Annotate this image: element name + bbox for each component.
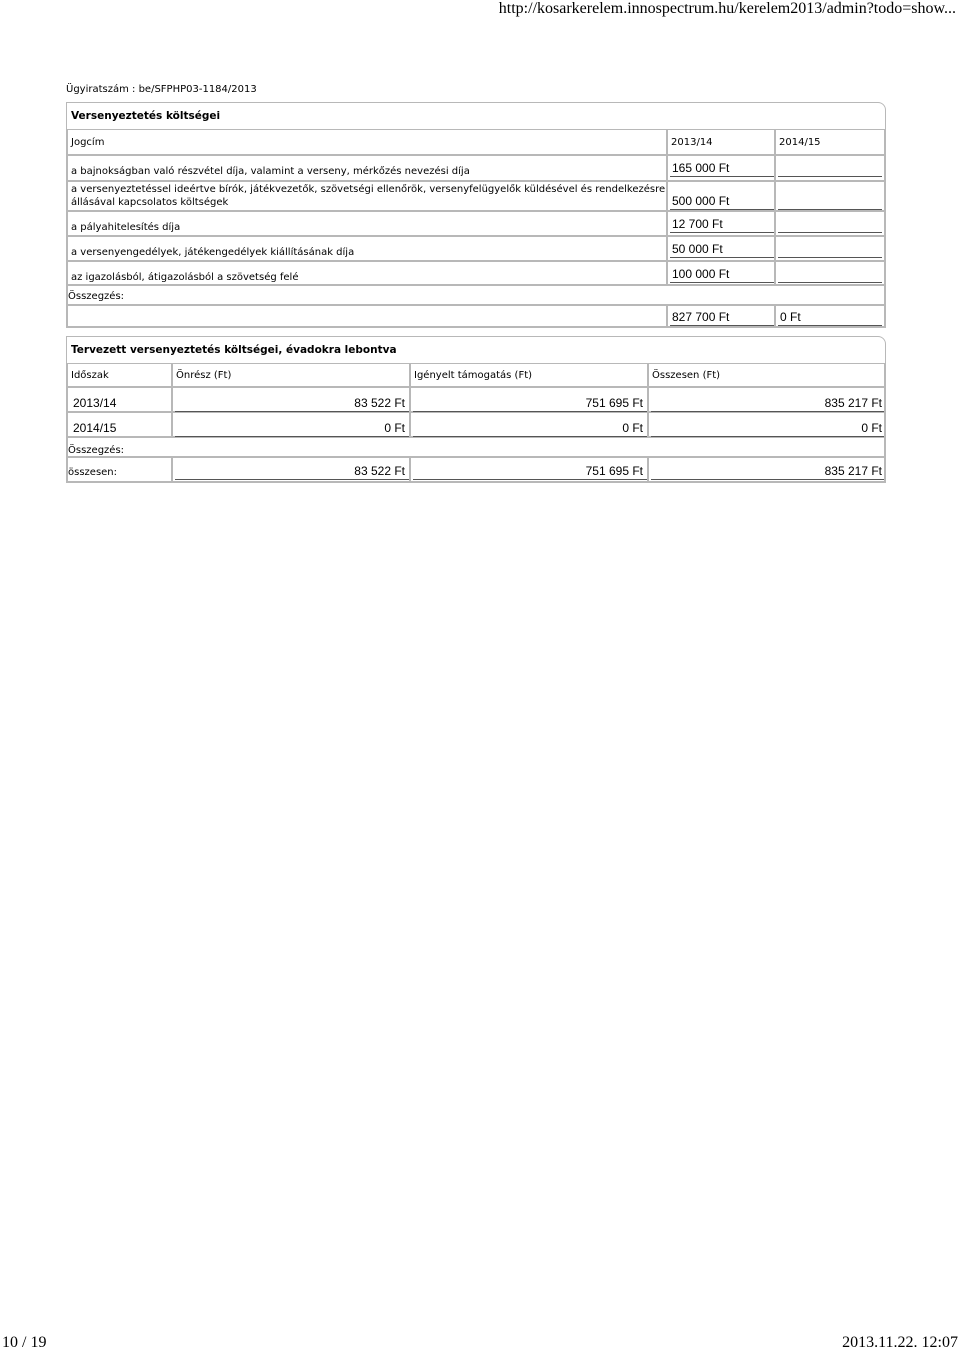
period: 2013/14 xyxy=(73,396,117,410)
col-2013-14: 2013/14 xyxy=(671,137,713,148)
requested-value: 751 695 Ft xyxy=(585,396,643,410)
planned-title: Tervezett versenyeztetés költségei, évadokra lebontva xyxy=(71,344,397,356)
cost-row xyxy=(67,211,885,236)
costs-title: Versenyeztetés költségei xyxy=(71,110,221,122)
col-2014-15: 2014/15 xyxy=(779,137,821,148)
cost-value-2013-14: 165 000 Ft xyxy=(672,161,730,175)
planned-header-row xyxy=(67,363,885,387)
cost-label: a bajnokságban való részvétel díja, valamint a verseny, mérkőzés nevezési díja xyxy=(71,166,470,177)
print-datetime: 2013.11.22. 12:07 xyxy=(842,1334,958,1351)
cost-value-2013-14: 500 000 Ft xyxy=(672,194,730,208)
cost-label-line2: állásával kapcsolatos költségek xyxy=(71,197,229,208)
planned-summary-label-row xyxy=(67,437,885,457)
costs-summary-row xyxy=(67,305,885,327)
planned-total-row xyxy=(67,457,885,482)
total-requested: 751 695 Ft xyxy=(585,464,643,478)
col-own: Önrész (Ft) xyxy=(176,370,232,381)
url-header: http://kosarkerelem.innospectrum.hu/kerelem2013/admin?todo=show... xyxy=(498,0,956,17)
cost-value-2013-14: 100 000 Ft xyxy=(672,267,730,281)
requested-value: 0 Ft xyxy=(622,421,643,435)
sum-2013-14: 827 700 Ft xyxy=(672,310,730,324)
costs-summary-label-row xyxy=(67,285,885,305)
cost-value-2013-14: 12 700 Ft xyxy=(672,217,723,231)
costs-summary-label: Összegzés: xyxy=(68,291,125,302)
total-label: összesen: xyxy=(68,467,118,478)
total-value: 0 Ft xyxy=(861,421,882,435)
own-value: 0 Ft xyxy=(384,421,405,435)
planned-row xyxy=(67,412,885,437)
col-requested: Igényelt támogatás (Ft) xyxy=(414,370,533,381)
cost-row xyxy=(67,155,885,181)
period: 2014/15 xyxy=(73,421,117,435)
total-own: 83 522 Ft xyxy=(354,464,405,478)
costs-panel xyxy=(66,102,886,328)
total-value: 835 217 Ft xyxy=(824,396,882,410)
col-total: Összesen (Ft) xyxy=(652,370,721,381)
cost-label: a versenyengedélyek, játékengedélyek kiállításának díja xyxy=(71,247,355,258)
sum-2014-15: 0 Ft xyxy=(780,310,801,324)
cost-label: az igazolásból, átigazolásból a szövetség felé xyxy=(71,272,299,283)
cost-label-line1: a versenyeztetéssel ideértve bírók, játékvezetők, szövetségi ellenőrök, versenyfelügyelők küldésével és rendelkezésre xyxy=(71,184,666,195)
cost-row xyxy=(67,236,885,261)
planned-panel xyxy=(66,336,886,483)
case-number: Ügyiratszám : be/SFPHP03-1184/2013 xyxy=(66,84,257,95)
page-number: 10 / 19 xyxy=(2,1334,47,1351)
own-value: 83 522 Ft xyxy=(354,396,405,410)
cost-row xyxy=(67,181,885,211)
col-period: Időszak xyxy=(71,370,109,381)
col-title: Jogcím xyxy=(71,137,105,148)
total-total: 835 217 Ft xyxy=(824,464,882,478)
cost-value-2013-14: 50 000 Ft xyxy=(672,242,723,256)
cost-row xyxy=(67,261,885,285)
costs-header-row xyxy=(67,129,885,155)
cost-label: a pályahitelesítés díja xyxy=(71,222,181,233)
planned-row xyxy=(67,387,885,412)
planned-summary-label: Összegzés: xyxy=(68,445,125,456)
